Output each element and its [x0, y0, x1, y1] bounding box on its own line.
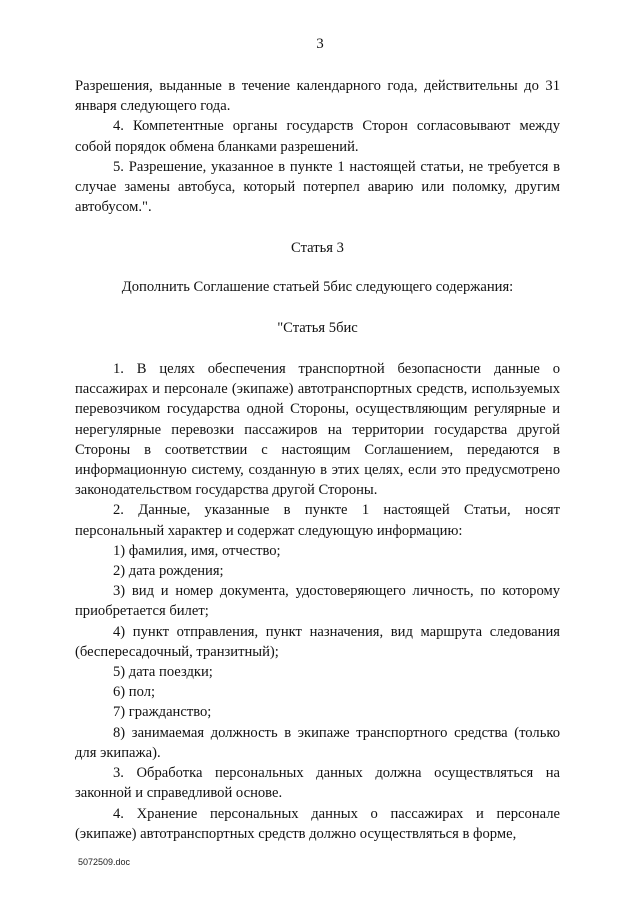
- clause-4: 4. Хранение персональных данных о пассажирах и персонале (экипаже) автотранспортных средств должно осуществляться в форме,: [75, 805, 560, 842]
- paragraph-clause-4: 4. Компетентные органы государств Сторон согласовывают между собой порядок обмена бланками разрешений.: [75, 118, 560, 155]
- list-item: 1) фамилия, имя, отчество;: [113, 542, 281, 559]
- list-item: 7) гражданство;: [113, 704, 212, 721]
- paragraph-clause-5: 5. Разрешение, указанное в пункте 1 настоящей статьи, не требуется в случае замены автобуса, который потерпел аварию или поломку, другим автобусом.".: [75, 158, 560, 216]
- article-heading: Статья 3: [291, 240, 344, 257]
- page-number: 3: [316, 36, 324, 52]
- list-item: 8) занимаемая должность в экипаже транспортного средства (только для экипажа).: [75, 724, 560, 761]
- list-item: 3) вид и номер документа, удостоверяющего личность, по которому приобретается билет;: [75, 583, 560, 620]
- list-item: 4) пункт отправления, пункт назначения, вид маршрута следования (беспересадочный, транзитный);: [75, 623, 560, 660]
- paragraph-permits-validity: Разрешения, выданные в течение календарного года, действительны до 31 января следующего года.: [75, 78, 560, 115]
- list-item: 5) дата поездки;: [113, 664, 213, 681]
- clause-2: 2. Данные, указанные в пункте 1 настоящей Статьи, носят персональный характер и содержат следующую информацию:: [75, 502, 560, 539]
- list-item: 6) пол;: [113, 684, 156, 701]
- document-body: [75, 76, 560, 844]
- footer-filename: 5072509.doc: [78, 857, 131, 867]
- subarticle-heading: "Статья 5бис: [277, 319, 358, 336]
- article-intro: Дополнить Соглашение статьей 5бис следующего содержания:: [121, 278, 514, 295]
- list-item: 2) дата рождения;: [113, 563, 224, 580]
- clause-1: 1. В целях обеспечения транспортной безопасности данные о пассажирах и персонале (экипаже) автотранспортных средств, используемых перевозчиком государства одной Стороны, осуществляющим регулярные и нерегулярные перевозки пассажиров на территории государства другой Стороны в соответствии с настоящим Соглашением, передаются в информационную систему, созданную в этих целях, если это предусмотрено законодательством государства другой Стороны.: [75, 361, 560, 499]
- clause-3: 3. Обработка персональных данных должна осуществляться на законной и справедливой основе.: [75, 765, 560, 802]
